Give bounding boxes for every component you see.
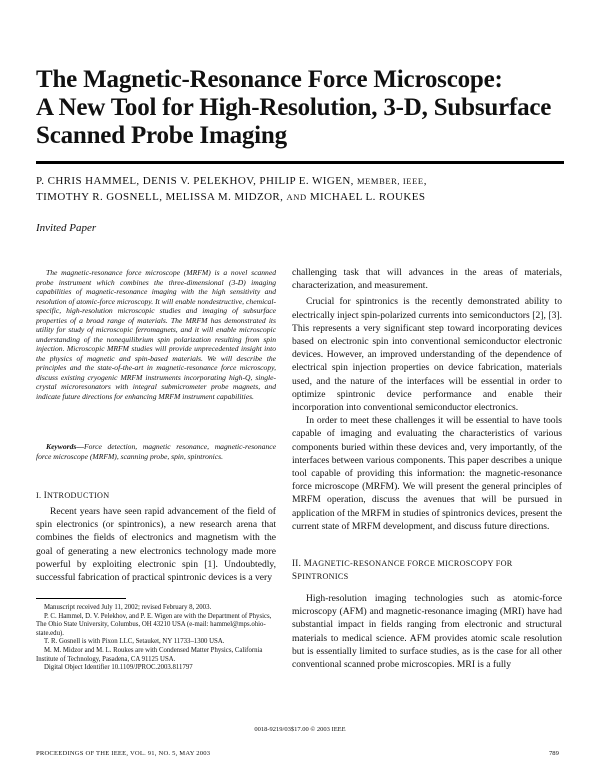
section-1-title-rest: NTRODUCTION (47, 491, 110, 500)
authors-comma: , (423, 175, 427, 187)
invited-paper-label: Invited Paper (36, 222, 97, 234)
title-line-1: The Magnetic-Resonance Force Microscope: (36, 66, 503, 93)
authors-names-1: P. CHRIS HAMMEL, DENIS V. PELEKHOV, PHILIP E. WIGEN, (36, 175, 354, 187)
right-column (292, 266, 562, 671)
right-paragraph-3: In order to meet these challenges it will be essential to have tools capable of imaging and evaluating the characteristics of various components buried within these devices and, very importantly, of the interfaces between various components. This paper describes a unique tool capable of providing this information: the magnetic-resonance force microscope (MRFM). We will present the general principles of MRFM operation, discuss the avenues that will be pursued in application of the MRFM in studies of spintronics devices, present the current state of MRFM development, and discuss future directions. (292, 415, 562, 532)
section-1-heading (36, 490, 109, 500)
title-line-3: Scanned Probe Imaging (36, 122, 287, 149)
section-2-initial: S (292, 571, 298, 582)
authors-and: AND (286, 192, 307, 202)
footnote: T. R. Gosnell is with Pixon LLC, Setauket, NY 11733–1300 USA. (44, 638, 225, 646)
keywords-label: Keywords— (46, 442, 84, 451)
abstract: The magnetic-resonance force microscope (MRFM) is a novel scanned probe instrument which combines the three-dimensional (3-D) imaging capabilities of magnetic-resonance imaging with the high sensitivity and resolution of atomic-force microscopy. It will enable nondestructive, chemical-specific, high-resolution microscopic studies and imaging of subsurface properties of a broad range of materials. The MRFM has demonstrated its utility for study of microscopic ferromagnets, and it will enable microscopic understanding of the nonequilibrium spin polarization resulting from spin injection. Microscopic MRFM studies will provide unprecedented insight into the physics of magnetic and spin-based materials. We will describe the principles and the state-of-the-art in magnetic-resonance force microscopy, discuss existing cryogenic MRFM instruments incorporating high-Q, single-crystal microresonators with integral submicrometer probe magnets, and indicate future directions for enhancing MRFM instrument capabilities. (36, 268, 276, 401)
member-ieee: MEMBER, IEEE (356, 176, 424, 186)
authors-line-1 (36, 173, 564, 189)
footnote: P. C. Hammel, D. V. Pelekhov, and P. E. Wigen are with the Department of Physics, The Ohio State University, Columbus, OH 43210 USA (e-mail: hammel@mps.ohio-state.edu). (36, 612, 272, 637)
footnote: Manuscript received July 11, 2002; revised February 8, 2003. (44, 604, 212, 611)
footnote: M. M. Midzor and M. L. Roukes are with Condensed Matter Physics, California Institute of Technology, Pasadena, CA 91125 USA. (36, 646, 263, 663)
copyright-line: 0018-9219/03$17.00 © 2003 IEEE (254, 726, 346, 733)
right-paragraph-4: High-resolution imaging technologies such as atomic-force microscopy (AFM) and magnetic-resonance imaging (MRI) have had substantial impact in fields ranging from electronic and structural materials to medical science. AFM provides atomic scale resolution but is essentially limited to surface studies, as is the case for all other conventional scanned probe microscopies. MRI is a fully (292, 593, 562, 671)
right-paragraph-1: challenging task that will advances in the areas of materials, characterization, and measurement. (292, 267, 562, 292)
footnote-rule (36, 598, 126, 599)
section-2-prefix: II. M (292, 558, 312, 569)
keywords-text: Force detection, magnetic resonance, magnetic-resonance force microscope (MRFM), scanning probe, spin, spintronics. (36, 442, 276, 461)
footnotes (36, 604, 276, 673)
footnote: Digital Object Identifier 10.1109/JPROC.2003.811797 (44, 664, 193, 672)
title-rule (36, 161, 564, 164)
title-line-2: A New Tool for High-Resolution, 3-D, Subsurface (36, 94, 552, 121)
authors-names-3: MICHAEL L. ROUKES (309, 191, 426, 203)
keywords (36, 442, 276, 461)
authors-names-2: TIMOTHY R. GOSNELL, MELISSA M. MIDZOR, (36, 191, 284, 203)
section-2-heading-line-1 (292, 557, 562, 570)
authors-line-2 (36, 189, 564, 205)
paper-title (36, 66, 566, 150)
section-2-heading (292, 557, 562, 583)
section-2-title-rest: AGNETIC-RESONANCE FORCE MICROSCOPY FOR (312, 559, 513, 569)
page-number: 789 (549, 750, 559, 757)
running-head: PROCEEDINGS OF THE IEEE, VOL. 91, NO. 5, MAY 2003 (36, 750, 211, 757)
section-1-initial: I (43, 490, 48, 500)
section-2-title-rest-2: PINTRONICS (297, 572, 349, 582)
section-2-heading-line-2 (292, 570, 562, 583)
author-list (36, 173, 564, 205)
section-1-paragraph: Recent years have seen rapid advancement of the field of spin electronics (or spintronics), a new research arena that combines the fields of electronics and magnetism with the goal of generating a new electronics technology made more powerful by exploiting electronic spin [1]. Undoubtedly, successful fabrication of practical spintronic devices is a very (36, 506, 276, 584)
section-1-number: I. (36, 491, 42, 500)
right-paragraph-2: Crucial for spintronics is the recently demonstrated ability to electrically inject spin-polarized currents into semiconductors [2], [3]. This represents a very significant step toward incorporating devices based on electronic spin into conventional semiconductor electronic devices. However, an improved understanding of the dependence of electrical spin injection properties on device fabrication, materials used, and the nature of the interfaces will be essential in order to optimize spintronic device performance and enable their incorporation into conventional semiconductor electronics. (292, 296, 562, 414)
